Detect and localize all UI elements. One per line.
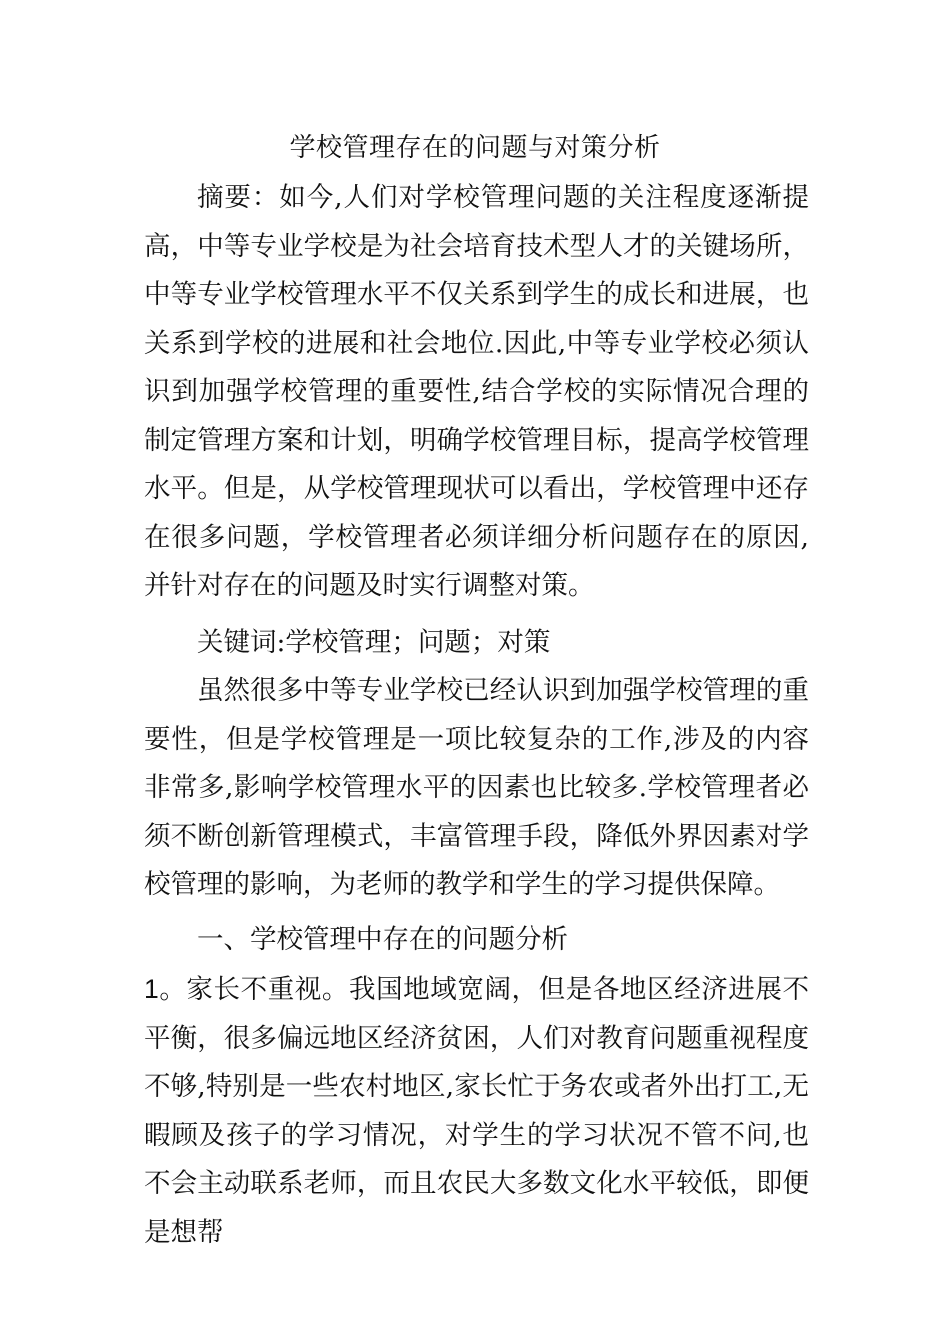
list-item-paragraph — [144, 965, 809, 1257]
list-item-number: 1 — [144, 974, 159, 1004]
document-title: 学校管理存在的问题与对策分析 — [289, 133, 661, 163]
intro-paragraph: 虽然很多中等专业学校已经认识到加强学校管理的重要性，但是学校管理是一项比较复杂的工作,涉及的内容非常多,影响学校管理水平的因素也比较多.学校管理者必须不断创新管理模式，丰富管理手段，降低外界因素对学校管理的影响，为老师的教学和学生的学习提供保障。 — [144, 675, 809, 900]
abstract-paragraph: 摘要：如今,人们对学校管理问题的关注程度逐渐提高，中等专业学校是为社会培育技术型人才的关键场所，中等专业学校管理水平不仅关系到学生的成长和进展，也关系到学校的进展和社会地位.因此,中等专业学校必须认识到加强学校管理的重要性,结合学校的实际情况合理的制定管理方案和计划，明确学校管理目标，提高学校管理水平。但是，从学校管理现状可以看出，学校管理中还存在很多问题，学校管理者必须详细分析问题存在的原因,并针对存在的问题及时实行调整对策。 — [144, 182, 809, 601]
list-item-text: 。家长不重视。我国地域宽阔，但是各地区经济进展不平衡，很多偏远地区经济贫困，人们对教育问题重视程度不够,特别是一些农村地区,家长忙于务农或者外出打工,无暇顾及孩子的学习情况，对学生的学习状况不管不问,也不会主动联系老师，而且农民大多数文化水平较低，即便是想帮 — [144, 974, 809, 1248]
keywords-paragraph: 关键词:学校管理；问题；对策 — [197, 627, 551, 658]
section-heading: 一、学校管理中存在的问题分析 — [197, 924, 568, 955]
